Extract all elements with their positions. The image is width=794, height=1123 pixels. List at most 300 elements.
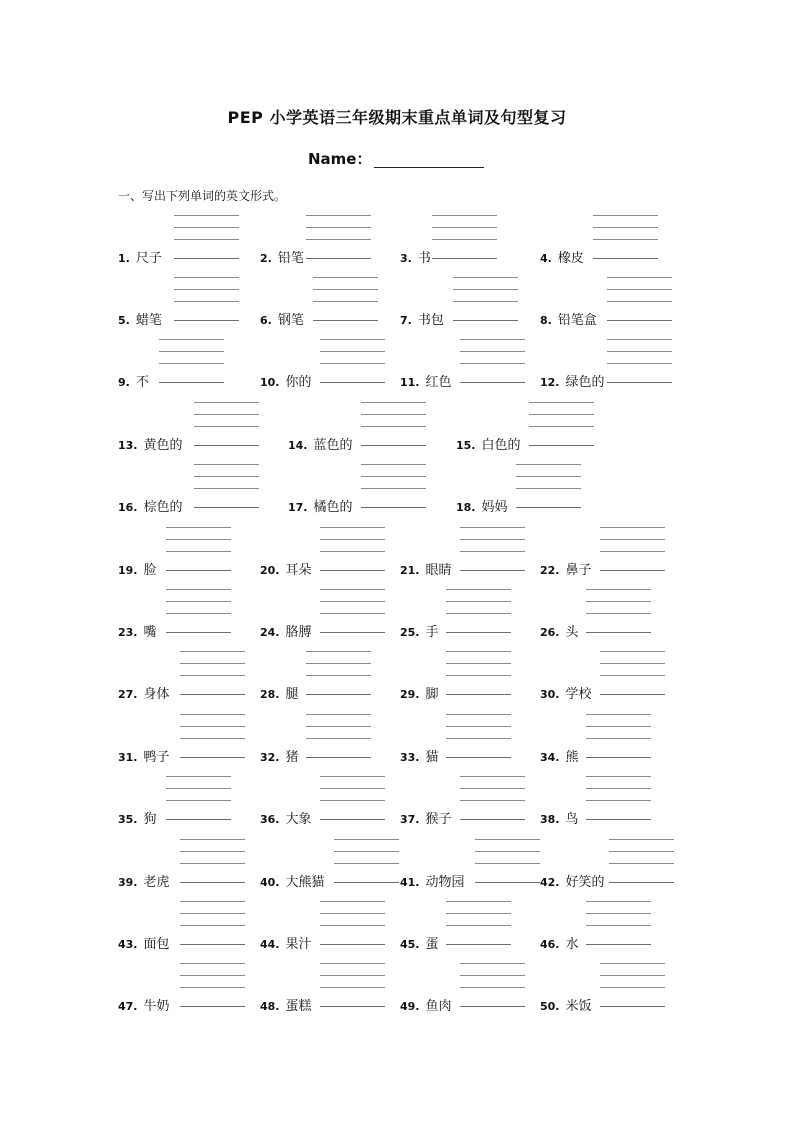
writing-line (593, 215, 658, 216)
writing-line (586, 589, 651, 590)
writing-line (607, 301, 672, 302)
writing-line (159, 351, 224, 352)
chinese-word: 鱼肉 (425, 999, 452, 1014)
writing-line (600, 675, 665, 676)
writing-line (361, 464, 426, 465)
answer-lines[interactable] (600, 563, 665, 579)
item-number: 12. (540, 376, 560, 389)
vocab-item (0, 812, 794, 828)
chinese-word: 书 (417, 251, 431, 266)
writing-line (609, 882, 674, 883)
writing-line (180, 714, 245, 715)
writing-line (180, 925, 245, 926)
writing-line (516, 507, 581, 508)
chinese-word: 腿 (285, 687, 299, 702)
item-number: 19. (118, 564, 138, 577)
writing-line (529, 426, 594, 427)
vocab-item (0, 500, 794, 516)
vocab-label (540, 375, 605, 391)
writing-line (586, 776, 651, 777)
chinese-word: 橘色的 (313, 500, 353, 515)
item-number: 35. (118, 813, 138, 826)
writing-line (194, 402, 259, 403)
item-number: 15. (456, 439, 476, 452)
vocab-label (540, 251, 584, 267)
writing-line (607, 363, 672, 364)
writing-line (166, 800, 231, 801)
writing-line (600, 1006, 665, 1007)
chinese-word: 动物园 (425, 875, 465, 890)
item-number: 46. (540, 938, 560, 951)
item-number: 16. (118, 501, 138, 514)
chinese-word: 嘴 (143, 625, 157, 640)
writing-line (593, 239, 658, 240)
item-number: 45. (400, 938, 420, 951)
chinese-word: 蜡笔 (135, 313, 162, 328)
writing-line (453, 277, 518, 278)
vocab-label (540, 812, 579, 828)
writing-line (180, 663, 245, 664)
writing-line (607, 339, 672, 340)
chinese-word: 不 (135, 375, 149, 390)
writing-line (159, 363, 224, 364)
writing-line (600, 570, 665, 571)
vocab-item (0, 750, 794, 766)
writing-line (446, 589, 511, 590)
writing-line (306, 714, 371, 715)
chinese-word: 红色 (425, 375, 452, 390)
writing-line (306, 738, 371, 739)
item-number: 33. (400, 751, 420, 764)
name-label: Name： (308, 150, 372, 168)
answer-lines[interactable] (609, 875, 674, 891)
writing-line (460, 351, 525, 352)
writing-line (166, 589, 231, 590)
vocab-item (0, 687, 794, 703)
answer-lines[interactable] (586, 625, 651, 641)
writing-line (586, 726, 651, 727)
chinese-word: 鸭子 (143, 750, 170, 765)
writing-line (174, 301, 239, 302)
item-number: 36. (260, 813, 280, 826)
section-instruction: 一、写出下列单词的英文形式。 (118, 189, 287, 203)
writing-line (586, 913, 651, 914)
writing-line (446, 675, 511, 676)
writing-line (361, 488, 426, 489)
answer-lines[interactable] (607, 375, 672, 391)
item-number: 2. (260, 252, 272, 265)
writing-line (460, 788, 525, 789)
item-number: 7. (400, 314, 412, 327)
item-number: 3. (400, 252, 412, 265)
item-number: 32. (260, 751, 280, 764)
writing-line (180, 863, 245, 864)
vocab-item (0, 438, 794, 454)
item-number: 39. (118, 876, 138, 889)
chinese-word: 蓝色的 (313, 438, 353, 453)
chinese-word: 铅笔盒 (557, 313, 597, 328)
chinese-word: 头 (565, 625, 579, 640)
item-number: 23. (118, 626, 138, 639)
item-number: 27. (118, 688, 138, 701)
answer-lines[interactable] (593, 251, 658, 267)
writing-line (306, 726, 371, 727)
writing-line (320, 975, 385, 976)
writing-line (446, 925, 511, 926)
writing-line (516, 476, 581, 477)
chinese-word: 钢笔 (277, 313, 304, 328)
answer-lines[interactable] (586, 812, 651, 828)
chinese-word: 尺子 (135, 251, 162, 266)
vocab-item (0, 999, 794, 1015)
chinese-word: 猴子 (425, 812, 452, 827)
vocab-label (456, 500, 508, 516)
item-number: 42. (540, 876, 560, 889)
chinese-word: 鼻子 (565, 563, 592, 578)
writing-line (320, 901, 385, 902)
chinese-word: 脸 (143, 563, 157, 578)
writing-line (194, 488, 259, 489)
writing-line (600, 527, 665, 528)
writing-line (475, 863, 540, 864)
chinese-word: 学校 (565, 687, 592, 702)
writing-line (529, 445, 594, 446)
answer-lines[interactable] (586, 750, 651, 766)
writing-line (432, 215, 497, 216)
vocab-item (0, 937, 794, 953)
item-number: 44. (260, 938, 280, 951)
writing-line (320, 788, 385, 789)
writing-line (516, 488, 581, 489)
writing-line (166, 601, 231, 602)
item-number: 20. (260, 564, 280, 577)
item-number: 4. (540, 252, 552, 265)
writing-line (306, 239, 371, 240)
item-number: 41. (400, 876, 420, 889)
chinese-word: 米饭 (565, 999, 592, 1014)
writing-line (180, 726, 245, 727)
chinese-word: 脚 (425, 687, 439, 702)
item-number: 6. (260, 314, 272, 327)
vocab-label (540, 313, 597, 329)
writing-line (446, 651, 511, 652)
writing-line (361, 414, 426, 415)
item-number: 10. (260, 376, 280, 389)
item-number: 50. (540, 1000, 560, 1013)
writing-line (460, 551, 525, 552)
writing-line (180, 901, 245, 902)
vocab-label (540, 937, 579, 953)
writing-line (586, 788, 651, 789)
writing-line (586, 601, 651, 602)
item-number: 29. (400, 688, 420, 701)
writing-line (320, 539, 385, 540)
writing-line (306, 227, 371, 228)
chinese-word: 果汁 (285, 937, 312, 952)
writing-line (586, 901, 651, 902)
writing-line (180, 839, 245, 840)
writing-line (180, 651, 245, 652)
chinese-word: 胳膊 (285, 625, 312, 640)
writing-line (320, 601, 385, 602)
writing-line (586, 714, 651, 715)
writing-line (586, 944, 651, 945)
chinese-word: 老虎 (143, 875, 170, 890)
writing-line (607, 277, 672, 278)
writing-line (166, 551, 231, 552)
writing-line (174, 227, 239, 228)
writing-line (607, 382, 672, 383)
writing-line (460, 527, 525, 528)
writing-line (174, 277, 239, 278)
writing-line (194, 414, 259, 415)
name-blank-line[interactable] (374, 167, 484, 168)
writing-line (320, 776, 385, 777)
item-number: 17. (288, 501, 308, 514)
vocab-item (0, 313, 794, 329)
writing-line (334, 851, 399, 852)
writing-line (600, 551, 665, 552)
writing-line (453, 289, 518, 290)
chinese-word: 面包 (143, 937, 170, 952)
item-number: 40. (260, 876, 280, 889)
item-number: 30. (540, 688, 560, 701)
writing-line (166, 539, 231, 540)
writing-line (475, 851, 540, 852)
writing-line (609, 851, 674, 852)
item-number: 14. (288, 439, 308, 452)
writing-line (516, 464, 581, 465)
writing-line (306, 663, 371, 664)
writing-line (180, 738, 245, 739)
item-number: 1. (118, 252, 130, 265)
writing-line (166, 788, 231, 789)
item-number: 43. (118, 938, 138, 951)
writing-line (446, 613, 511, 614)
writing-line (460, 339, 525, 340)
writing-line (194, 476, 259, 477)
writing-line (180, 987, 245, 988)
answer-lines[interactable] (607, 313, 672, 329)
writing-line (475, 839, 540, 840)
writing-line (166, 613, 231, 614)
writing-line (460, 363, 525, 364)
item-number: 47. (118, 1000, 138, 1013)
item-number: 25. (400, 626, 420, 639)
writing-line (446, 601, 511, 602)
writing-line (609, 839, 674, 840)
writing-line (460, 987, 525, 988)
writing-line (460, 800, 525, 801)
chinese-word: 熊 (565, 750, 579, 765)
writing-line (174, 289, 239, 290)
writing-line (586, 800, 651, 801)
chinese-word: 水 (565, 937, 579, 952)
writing-line (453, 301, 518, 302)
chinese-word: 猪 (285, 750, 299, 765)
chinese-word: 书包 (417, 313, 444, 328)
writing-line (320, 963, 385, 964)
chinese-word: 狗 (143, 812, 157, 827)
vocab-item (0, 251, 794, 267)
chinese-word: 你的 (285, 375, 312, 390)
item-number: 9. (118, 376, 130, 389)
writing-line (180, 675, 245, 676)
chinese-word: 白色的 (481, 438, 521, 453)
writing-line (320, 527, 385, 528)
writing-line (586, 757, 651, 758)
writing-line (180, 963, 245, 964)
item-number: 48. (260, 1000, 280, 1013)
chinese-word: 黄色的 (143, 438, 183, 453)
writing-line (320, 551, 385, 552)
writing-line (586, 819, 651, 820)
vocab-item (0, 375, 794, 391)
writing-line (446, 714, 511, 715)
chinese-word: 蛋糕 (285, 999, 312, 1014)
item-number: 38. (540, 813, 560, 826)
writing-line (529, 414, 594, 415)
writing-line (194, 426, 259, 427)
writing-line (600, 694, 665, 695)
writing-line (446, 913, 511, 914)
item-number: 11. (400, 376, 420, 389)
chinese-word: 妈妈 (481, 500, 508, 515)
writing-line (166, 776, 231, 777)
chinese-word: 好笑的 (565, 875, 605, 890)
page-title: PEP 小学英语三年级期末重点单词及句型复习 (227, 108, 567, 127)
item-number: 5. (118, 314, 130, 327)
writing-line (180, 851, 245, 852)
writing-line (159, 339, 224, 340)
vocab-label (540, 999, 592, 1015)
writing-line (586, 632, 651, 633)
writing-line (460, 975, 525, 976)
writing-line (529, 402, 594, 403)
item-number: 37. (400, 813, 420, 826)
writing-line (313, 301, 378, 302)
writing-line (320, 613, 385, 614)
writing-line (460, 539, 525, 540)
answer-lines[interactable] (586, 937, 651, 953)
chinese-word: 眼睛 (425, 563, 452, 578)
writing-line (607, 320, 672, 321)
chinese-word: 蛋 (425, 937, 439, 952)
item-number: 22. (540, 564, 560, 577)
item-number: 21. (400, 564, 420, 577)
writing-line (313, 277, 378, 278)
writing-line (361, 426, 426, 427)
vocab-label (456, 438, 521, 454)
writing-line (593, 227, 658, 228)
chinese-word: 棕色的 (143, 500, 183, 515)
writing-line (320, 913, 385, 914)
writing-line (320, 589, 385, 590)
writing-line (586, 613, 651, 614)
writing-line (600, 963, 665, 964)
item-number: 26. (540, 626, 560, 639)
writing-line (174, 215, 239, 216)
chinese-word: 绿色的 (565, 375, 605, 390)
chinese-word: 身体 (143, 687, 170, 702)
writing-line (320, 987, 385, 988)
writing-line (306, 651, 371, 652)
vocab-item (0, 625, 794, 641)
writing-line (180, 975, 245, 976)
item-number: 24. (260, 626, 280, 639)
writing-line (320, 800, 385, 801)
vocab-label (540, 875, 605, 891)
writing-line (609, 863, 674, 864)
writing-line (313, 289, 378, 290)
answer-lines[interactable] (600, 687, 665, 703)
writing-line (320, 339, 385, 340)
writing-line (432, 239, 497, 240)
vocab-label (540, 687, 592, 703)
answer-lines[interactable] (516, 500, 581, 516)
writing-line (586, 925, 651, 926)
answer-lines[interactable] (529, 438, 594, 454)
writing-line (593, 258, 658, 259)
chinese-word: 鸟 (565, 812, 579, 827)
writing-line (320, 925, 385, 926)
writing-line (446, 663, 511, 664)
writing-line (600, 651, 665, 652)
chinese-word: 大象 (285, 812, 312, 827)
chinese-word: 大熊猫 (285, 875, 325, 890)
writing-line (446, 726, 511, 727)
writing-line (446, 901, 511, 902)
writing-line (361, 476, 426, 477)
item-number: 28. (260, 688, 280, 701)
chinese-word: 耳朵 (285, 563, 312, 578)
vocab-label (540, 625, 579, 641)
item-number: 31. (118, 751, 138, 764)
chinese-word: 橡皮 (557, 251, 584, 266)
writing-line (607, 351, 672, 352)
writing-line (174, 239, 239, 240)
writing-line (600, 987, 665, 988)
item-number: 49. (400, 1000, 420, 1013)
chinese-word: 铅笔 (277, 251, 304, 266)
writing-line (600, 663, 665, 664)
writing-line (166, 527, 231, 528)
writing-line (320, 363, 385, 364)
writing-line (460, 963, 525, 964)
item-number: 13. (118, 439, 138, 452)
writing-line (361, 402, 426, 403)
answer-lines[interactable] (600, 999, 665, 1015)
writing-line (446, 738, 511, 739)
vocab-label (540, 563, 592, 579)
item-number: 18. (456, 501, 476, 514)
writing-line (600, 975, 665, 976)
writing-line (607, 289, 672, 290)
writing-line (586, 738, 651, 739)
writing-line (334, 863, 399, 864)
writing-line (320, 351, 385, 352)
writing-line (334, 839, 399, 840)
writing-line (306, 215, 371, 216)
writing-line (306, 675, 371, 676)
chinese-word: 手 (425, 625, 439, 640)
chinese-word: 猫 (425, 750, 439, 765)
writing-line (180, 913, 245, 914)
vocab-label (540, 750, 579, 766)
writing-line (194, 464, 259, 465)
item-number: 8. (540, 314, 552, 327)
chinese-word: 牛奶 (143, 999, 170, 1014)
